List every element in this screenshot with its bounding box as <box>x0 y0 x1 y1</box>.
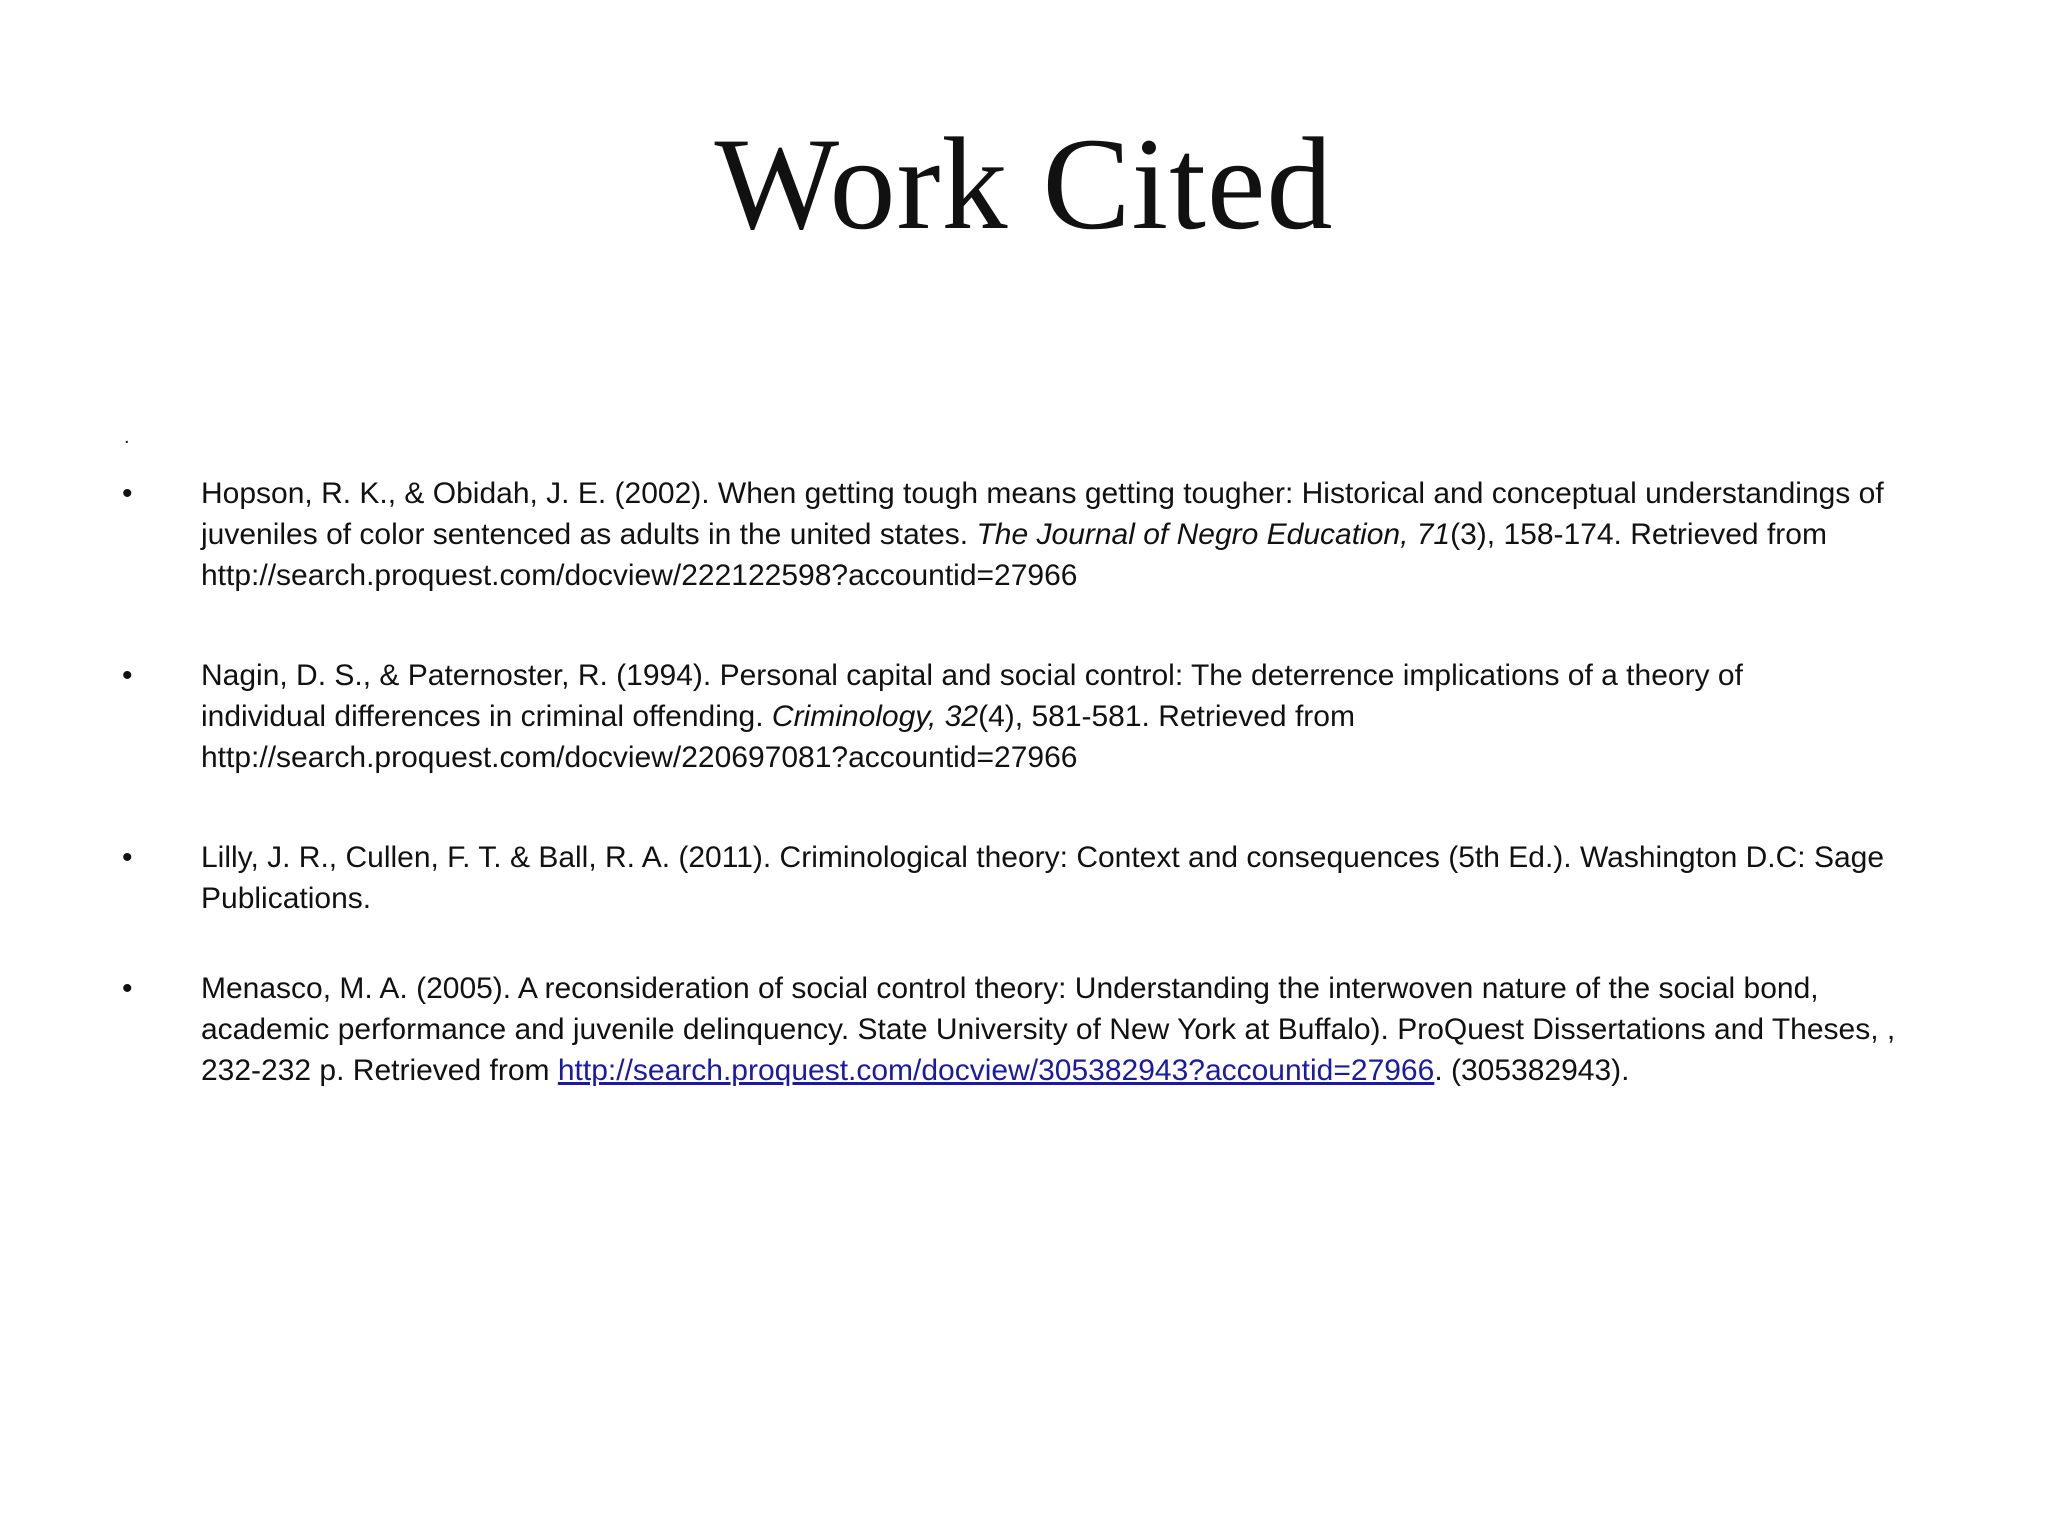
bullet-icon: • <box>122 659 133 692</box>
journal-title: The Journal of Negro Education, 71 <box>976 518 1451 551</box>
journal-title: Criminology, 32 <box>771 700 979 733</box>
citation-text: Hopson, R. K., & Obidah, J. E. (2002). When getting tough means getting tougher: Historical and conceptual understandings of juveniles of color sentenced as adults in the united states. <box>201 477 1884 551</box>
stray-mark: . <box>124 426 130 448</box>
bullet-icon: • <box>122 477 133 510</box>
citation-text: Nagin, D. S., & Paternoster, R. (1994). Personal capital and social control: The deterrence implications of a theory of individual differences in criminal offending. <box>201 659 1743 733</box>
reference-text <box>201 655 1821 778</box>
bullet-icon: • <box>122 841 133 874</box>
reference-text <box>201 968 1941 1091</box>
slide-title: Work Cited <box>714 110 1334 257</box>
citation-text: Menasco, M. A. (2005). A reconsideration of social control theory: Understanding the interwoven nature of the social bond, academic performance and juvenile delinquency. State University of New York at Buffalo). ProQuest Dissertations and Theses, , 232-232 p. Retrieved from <box>201 972 1896 1087</box>
citation-details: . (305382943). <box>1434 1054 1630 1087</box>
citation-details: (4), 581-581. Retrieved from http://search.proquest.com/docview/220697081?accountid=27966 <box>201 700 1355 774</box>
reference-text: Lilly, J. R., Cullen, F. T. & Ball, R. A. (2011). Criminological theory: Context and consequences (5th Ed.). Washington D.C: Sage Publications. <box>201 841 1885 915</box>
citation-details: (3), 158-174. Retrieved from http://search.proquest.com/docview/222122598?accountid=27966 <box>201 518 1827 592</box>
proquest-link[interactable]: http://search.proquest.com/docview/305382943?accountid=27966 <box>557 1054 1435 1087</box>
bullet-icon: • <box>122 972 133 1005</box>
reference-text <box>201 473 1931 596</box>
